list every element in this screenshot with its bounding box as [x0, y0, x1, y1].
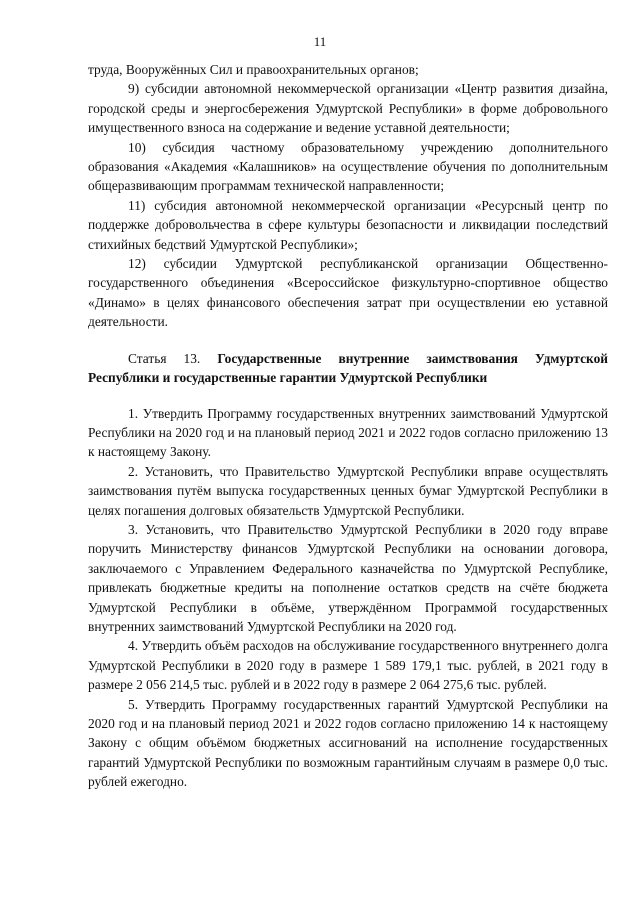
article-paragraph-2: 2. Установить, что Правительство Удмуртской Республики вправе осуществлять заимствования путём выпуска государственных ценных бумаг Удмуртской Республики в целях погашения долговых обязательств Удмуртской Республики. [88, 463, 608, 518]
document-body [88, 60, 608, 792]
page-number: 11 [313, 34, 327, 49]
article-paragraph-3: 3. Установить, что Правительство Удмуртской Республики в 2020 году вправе поручить Министерству финансов Удмуртской Республики на основании договора, заключаемого с Управлением Федерального казначейства по Удмуртской Республике, привлекать бюджетные кредиты на пополнение остатков средств на счёте бюджета Удмуртской Республики в объёме, утверждённом Программой государственных внутренних заимствований Удмуртской Республики на 2020 год. [88, 521, 608, 634]
article-label: Статья 13. [128, 350, 201, 366]
article-heading [88, 349, 608, 388]
article-paragraph-1: 1. Утвердить Программу государственных внутренних заимствований Удмуртской Республики на 2020 год и на плановый период 2021 и 2022 годов согласно приложению 13 к настоящему Закону. [88, 405, 608, 460]
list-item-9: 9) субсидии автономной некоммерческой организации «Центр развития дизайна, городской среды и энергосбережения Удмуртской Республики» в форме добровольного имущественного взноса на содержание и ведение уставной деятельности; [88, 81, 608, 136]
list-item-10: 10) субсидия частному образовательному учреждению дополнительного образования «Академия «Калашников» на осуществление обучения по дополнительным общеразвивающим программам технической направленности; [88, 139, 608, 194]
list-item-11: 11) субсидия автономной некоммерческой организации «Ресурсный центр по поддержке добровольчества в сфере культуры безопасности и ликвидации последствий стихийных бедствий Удмуртской Республики»; [88, 197, 608, 252]
article-title: Государственные внутренние заимствования Удмуртской Республики и государственные гарантии Удмуртской Республики [88, 350, 608, 386]
article-paragraph-4: 4. Утвердить объём расходов на обслуживание государственного внутреннего долга Удмуртской Республики в 2020 году в размере 1 589 179,1 тыс. рублей, в 2021 году в размере 2 056 214,5 тыс. рублей и в 2022 году в размере 2 064 275,6 тыс. рублей. [88, 638, 608, 693]
article-paragraph-5: 5. Утвердить Программу государственных гарантий Удмуртской Республики на 2020 год и на плановый период 2021 и 2022 годов согласно приложению 14 к настоящему Закону с общим объёмом бюджетных ассигнований на исполнение государственных гарантий Удмуртской Республики по возможным гарантийным случаям в размере 0,0 тыс. рублей ежегодно. [88, 696, 608, 790]
list-item-12: 12) субсидии Удмуртской республиканской организации Общественно-государственного объединения «Всероссийское физкультурно-спортивное общество «Динамо» в целях финансового обеспечения затрат при осуществлении ею уставной деятельности. [88, 256, 608, 330]
paragraph-continuation: труда, Вооружённых Сил и правоохранительных органов; [88, 62, 419, 77]
